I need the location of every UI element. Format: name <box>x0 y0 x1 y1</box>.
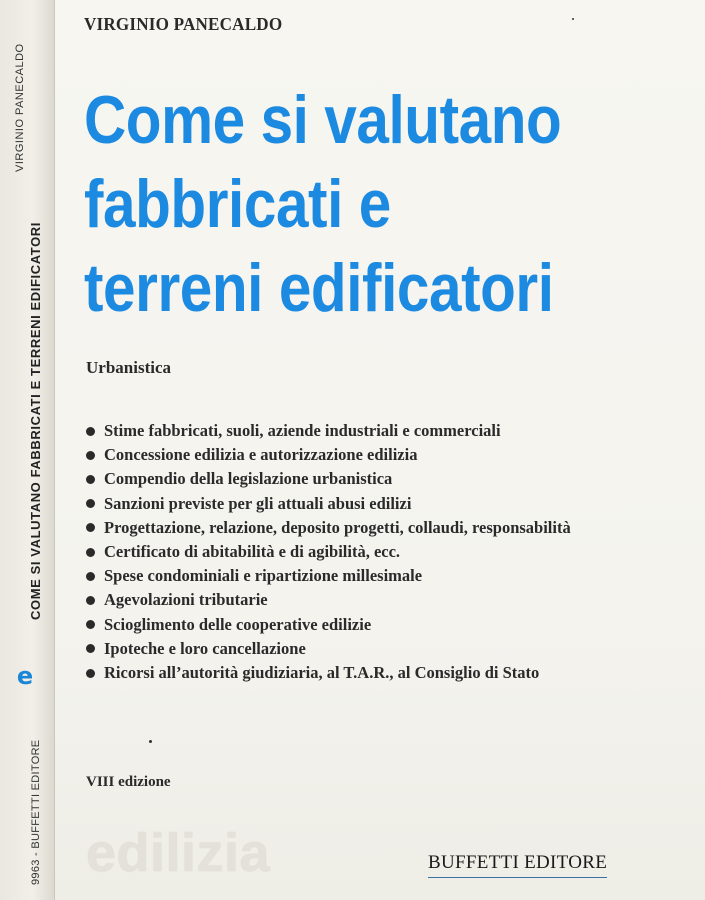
topic-text: Scioglimento delle cooperative edilizie <box>104 614 372 634</box>
list-item <box>86 564 571 588</box>
cover-edition: VIII edizione <box>86 774 171 790</box>
topic-text: Certificato di abitabilità e di agibilità, ecc. <box>104 542 401 562</box>
list-item <box>86 492 571 516</box>
cover-title <box>84 78 639 330</box>
bullet-icon <box>86 669 95 678</box>
publisher-logo-icon: e <box>16 662 34 690</box>
topic-text: Concessione edilizia e autorizzazione edilizia <box>104 445 418 465</box>
bullet-icon <box>86 548 95 557</box>
paper-speck <box>572 18 574 20</box>
topic-text: Progettazione, relazione, deposito progetti, collaudi, responsabilità <box>104 517 571 537</box>
bullet-icon <box>86 644 95 653</box>
bullet-icon <box>86 572 95 581</box>
bullet-icon <box>86 620 95 629</box>
bullet-icon <box>86 427 95 436</box>
title-line: fabbricati e <box>84 166 391 242</box>
cover-author: VIRGINIO PANECALDO <box>84 14 283 34</box>
topic-list <box>86 419 571 685</box>
topic-text: Sanzioni previste per gli attuali abusi edilizi <box>104 493 412 513</box>
bullet-icon <box>86 475 95 484</box>
topic-text: Compendio della legislazione urbanistica <box>104 469 393 489</box>
list-item <box>86 637 571 661</box>
list-item <box>86 419 571 443</box>
title-line: Come si valutano <box>84 82 562 158</box>
list-item <box>86 516 571 540</box>
list-item <box>86 588 571 612</box>
spine-publisher: 9963 - BUFFETTI EDITORE <box>30 739 42 885</box>
topic-text: Ipoteche e loro cancellazione <box>104 638 306 658</box>
list-item <box>86 661 571 685</box>
paper-speck <box>149 740 152 743</box>
list-item <box>86 540 571 564</box>
topic-text: Agevolazioni tributarie <box>104 590 268 610</box>
spine-title: COME SI VALUTANO FABBRICATI E TERRENI EDIFICATORI <box>28 222 43 620</box>
title-line: terreni edificatori <box>84 250 554 326</box>
topic-text: Spese condominiali e ripartizione millesimale <box>104 566 423 586</box>
list-item <box>86 613 571 637</box>
cover-publisher: BUFFETTI EDITORE <box>428 852 607 878</box>
book-spine <box>0 0 55 900</box>
list-item <box>86 467 571 491</box>
list-item <box>86 443 571 467</box>
topic-text: Ricorsi all’autorità giudiziaria, al T.A.R., al Consiglio di Stato <box>104 663 540 683</box>
bullet-icon <box>86 451 95 460</box>
cover-subject: Urbanistica <box>86 358 171 377</box>
bullet-icon <box>86 523 95 532</box>
spine-author: VIRGINIO PANECALDO <box>14 43 26 172</box>
bullet-icon <box>86 499 95 508</box>
series-watermark: edilizia <box>86 823 271 883</box>
bullet-icon <box>86 596 95 605</box>
topic-text: Stime fabbricati, suoli, aziende industriali e commerciali <box>104 421 501 440</box>
